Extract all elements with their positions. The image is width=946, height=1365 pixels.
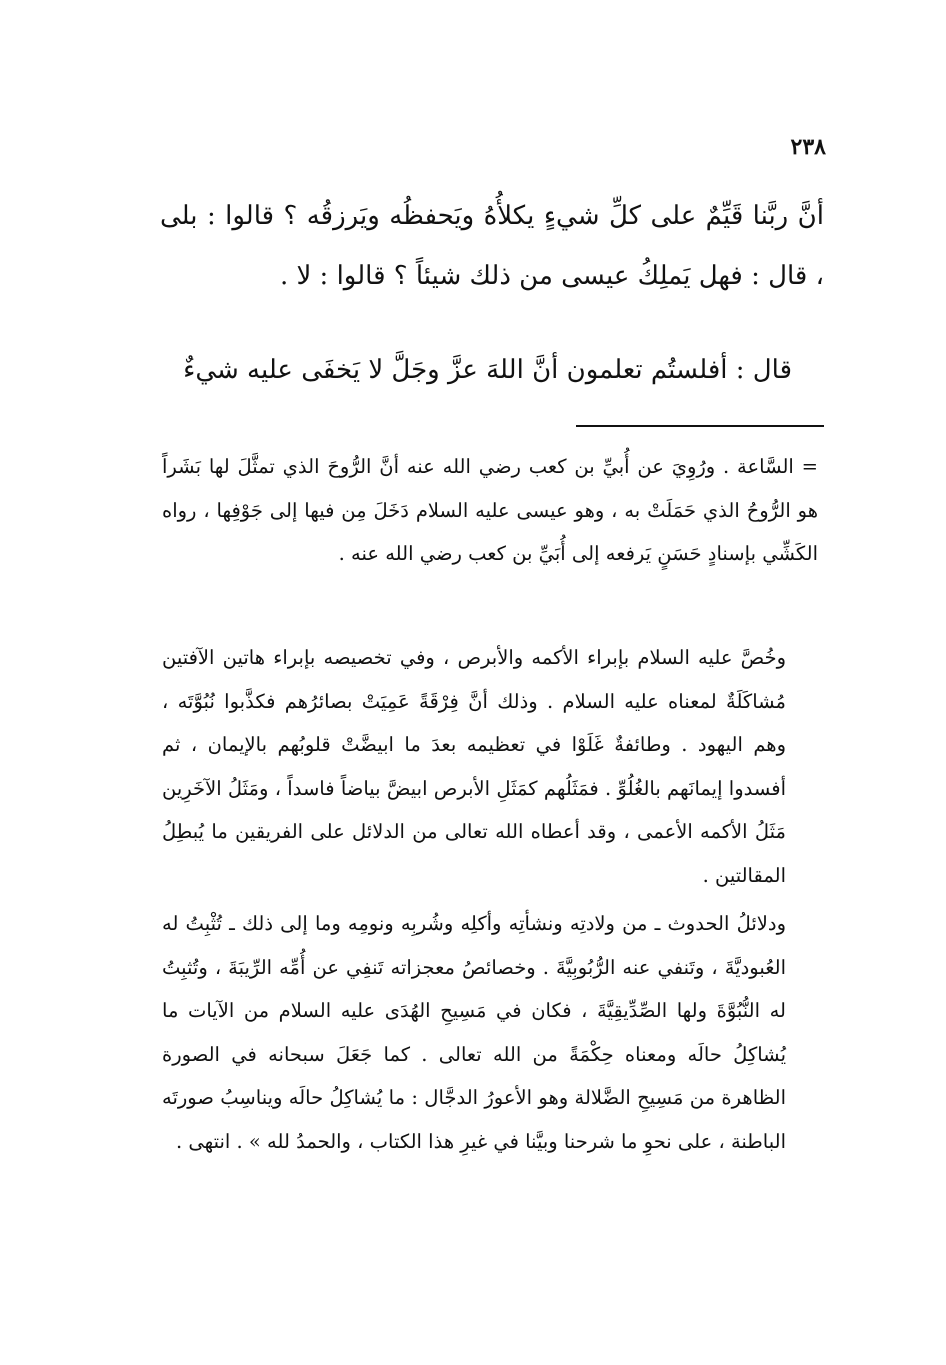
main-text-paragraph: قال : أفلستُم تعلمون أنَّ اللهَ عزَّ وجَلَّ لا يَخفَى عليه شيءٌ (183, 355, 792, 385)
footnote-paragraph: ودلائلُ الحدوث ـ من ولادتِه ونشأتِه وأكلِه وشُربِه ونومِه وما إلى ذلك ـ تُثْبِتُ له العُبوديَّةَ ، وتَنفي عنه الرُّبُوبِيَّةَ . وخصائصُ معجزاته تَنفِي عن أُمِّه الرِّيبَةَ ، وتُثبِتُ له النُّبُوَّةَ ولها الصِّدِّيقِيَّةَ ، فكان في مَسِيحِ الهُدَى عليه السلام من الآيات ما يُشاكِلُ حالَه ومعناه حِكْمَةً من الله تعالى . كما جَعَلَ سبحانه في الصورة الظاهرة من مَسِيحِ الضَّلالة وهو الأعورُ الدجَّال : ما يُشاكِلُ حالَه ويناسِبُ صورتَه الباطنة ، على نحوِ ما شرحنا وبيَّنا في غيرِ هذا الكتاب ، والحمدُ لله » . انتهى . (162, 912, 786, 1153)
footnote-divider (576, 425, 824, 427)
main-text-paragraph: أنَّ ربَّنا قَيِّمٌ على كلِّ شيءٍ يكلأُهُ ويَحفظُه ويَرزقُه ؟ قالوا : بلى ، قال : فهل يَملِكُ عيسى من ذلك شيئاً ؟ قالوا : لا . (160, 201, 824, 291)
footnote-paragraph: وخُصَّ عليه السلام بإبراء الأكمه والأبرص ، وفي تخصيصه بإبراء هاتين الآفتين مُشاكَلَةٌ لمعناه عليه السلام . وذلك أنَّ فِرْقَةً عَمِيَتْ بصائرُهم فكذَّبوا نُبُوَّتَه ، وهم اليهود . وطائفةٌ غَلَوْا في تعظيمه بعدَ ما ابيضَّتْ قلوبُهم بالإيمان ، ثم أفسدوا إيمانَهم بالغُلُوِّ . فمَثَلُهم كمَثَلِ الأبرص ابيضَّ بياضاً فاسداً ، ومَثَلُ الآخَرِين مَثَلُ الأكمه الأعمى ، وقد أعطاه الله تعالى من الدلائل على الفريقين ما يُبطِلُ المقالتين . (162, 646, 786, 887)
footnote-paragraph: = السَّاعة . ورُوِيَ عن أُبيِّ بن كعب رضي الله عنه أنَّ الرُّوحَ الذي تمثَّلَ لها بَشَراً هو الرُّوحُ الذي حَمَلَتْ به ، وهو عيسى عليه السلام دَخَلَ مِن فيها إلى جَوْفِها ، رواه الكَشِّي بإسنادٍ حَسَنٍ يَرفعه إلى أُبَيِّ بن كعب رضي الله عنه . (162, 455, 818, 565)
page-number: ٢٣٨ (790, 134, 826, 160)
